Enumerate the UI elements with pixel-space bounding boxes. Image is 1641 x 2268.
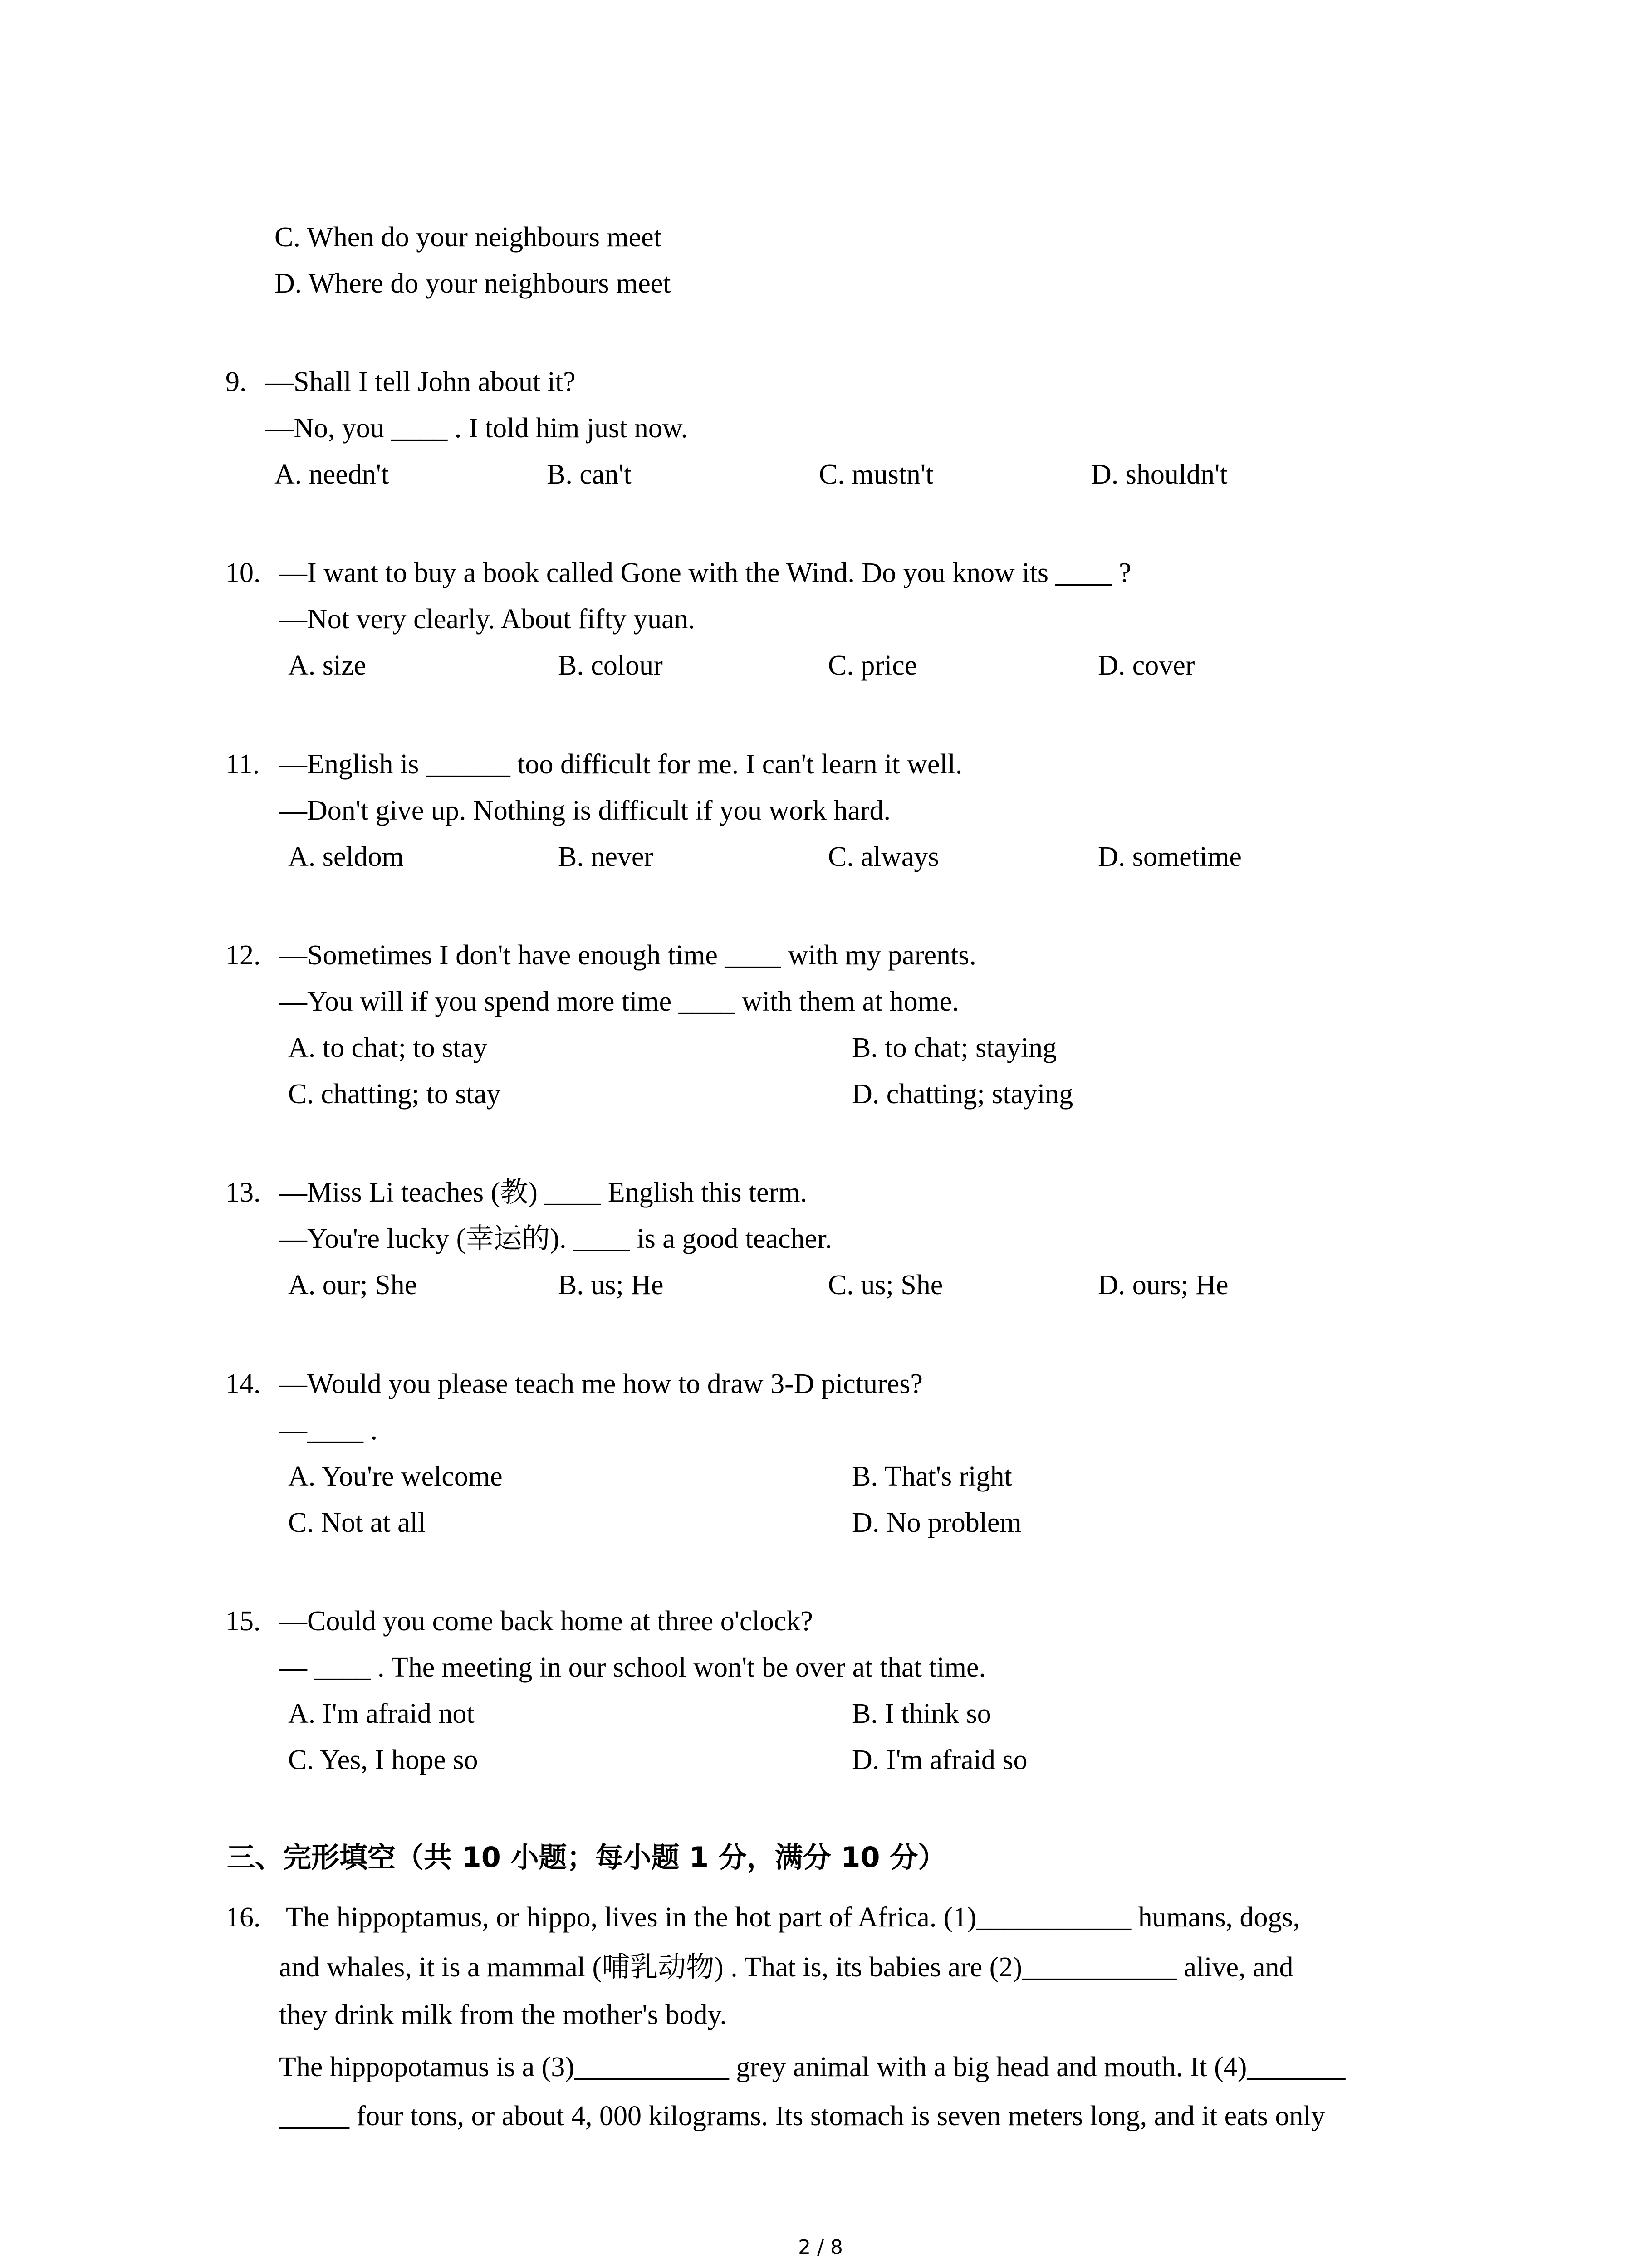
option-b: B. colour [558, 650, 663, 681]
option-a: A. You're welcome [288, 1461, 503, 1492]
question-line: —I want to buy a book called Gone with the Wind. Do you know its ____ ? [279, 557, 1132, 588]
option-a: A. to chat; to stay [288, 1032, 488, 1063]
option-c: C. Yes, I hope so [288, 1745, 478, 1775]
question-number: 9. [225, 367, 247, 397]
option-b: B. us; He [558, 1270, 664, 1300]
passage-line: The hippopotamus is a (3)___________ grey animal with a big head and mouth. It (4)_______ [279, 2052, 1346, 2082]
option-a: A. size [288, 650, 367, 681]
option-a: A. our; She [288, 1270, 417, 1300]
option-d: D. sometime [1098, 841, 1242, 872]
q8-option-c: C. When do your neighbours meet [274, 222, 661, 253]
option-d: D. I'm afraid so [852, 1745, 1028, 1775]
question-number: 10. [225, 557, 261, 588]
question-number: 15. [225, 1606, 261, 1637]
passage-line: they drink milk from the mother's body. [279, 1999, 727, 2030]
question-number: 14. [225, 1369, 261, 1399]
question-line: —You will if you spend more time ____ with them at home. [279, 986, 959, 1017]
question-line: —____ . [279, 1415, 377, 1446]
option-d: D. shouldn't [1091, 459, 1228, 490]
option-d: D. chatting; staying [852, 1079, 1073, 1110]
option-d: D. cover [1098, 650, 1195, 681]
option-c: C. mustn't [819, 459, 934, 490]
question-line: —Would you please teach me how to draw 3-D pictures? [279, 1369, 923, 1399]
option-b: B. never [558, 841, 654, 872]
option-a: A. seldom [288, 841, 404, 872]
option-b: B. can't [547, 459, 632, 490]
option-c: C. always [828, 841, 939, 872]
question-line: — ____ . The meeting in our school won't be over at that time. [279, 1652, 986, 1683]
passage-line: and whales, it is a mammal (哺乳动物) . That is, its babies are (2)___________ alive, and [279, 1952, 1293, 1983]
question-number: 11. [225, 749, 260, 780]
question-line: —No, you ____ . I told him just now. [265, 413, 688, 444]
question-line: —Don't give up. Nothing is difficult if you work hard. [279, 795, 891, 826]
option-d: D. ours; He [1098, 1270, 1229, 1300]
option-a: A. I'm afraid not [288, 1698, 475, 1729]
question-line: —Miss Li teaches (教) ____ English this term. [279, 1177, 808, 1208]
q8-option-d: D. Where do your neighbours meet [274, 268, 671, 299]
option-c: C. chatting; to stay [288, 1079, 501, 1110]
option-c: C. us; She [828, 1270, 943, 1300]
question-line: —You're lucky (幸运的). ____ is a good teacher. [279, 1223, 832, 1254]
page-number: 2 / 8 [798, 2236, 843, 2259]
option-c: C. price [828, 650, 917, 681]
section-title: 三、完形填空（共 10 小题；每小题 1 分，满分 10 分） [227, 1841, 946, 1874]
question-line: —Not very clearly. About fifty yuan. [279, 604, 696, 635]
question-line: —Shall I tell John about it? [265, 367, 576, 397]
question-line: —Sometimes I don't have enough time ____ with my parents. [279, 940, 976, 971]
option-c: C. Not at all [288, 1507, 426, 1538]
option-d: D. No problem [852, 1507, 1022, 1538]
option-a: A. needn't [274, 459, 389, 490]
option-b: B. That's right [852, 1461, 1012, 1492]
passage-line: The hippoptamus, or hippo, lives in the hot part of Africa. (1)___________ humans, dogs, [286, 1902, 1300, 1933]
question-number: 13. [225, 1177, 261, 1208]
option-b: B. to chat; staying [852, 1032, 1057, 1063]
question-number: 12. [225, 940, 261, 971]
question-number: 16. [225, 1902, 261, 1933]
question-line: —English is ______ too difficult for me. I can't learn it well. [279, 749, 963, 780]
passage-line: _____ four tons, or about 4, 000 kilograms. Its stomach is seven meters long, and it eats only [279, 2101, 1325, 2131]
option-b: B. I think so [852, 1698, 991, 1729]
question-line: —Could you come back home at three o'clock? [279, 1606, 813, 1637]
